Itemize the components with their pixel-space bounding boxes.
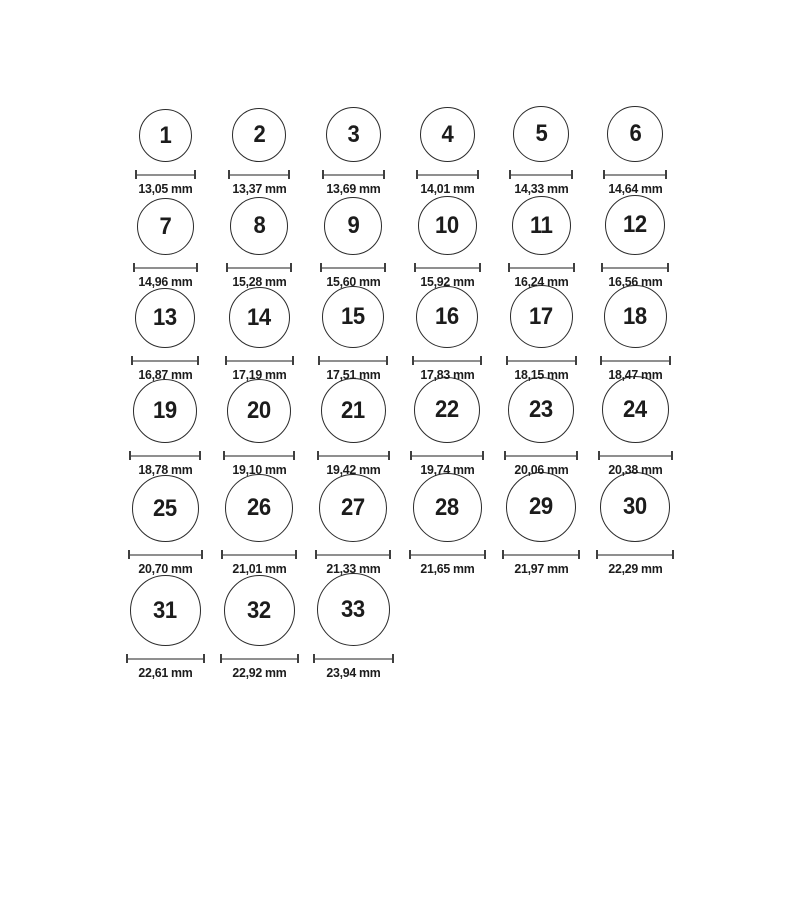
ring-circle bbox=[607, 106, 663, 162]
diameter-label: 13,37 mm bbox=[231, 181, 287, 196]
ring-size-number: 18 bbox=[623, 302, 647, 330]
ring-size-grid bbox=[118, 103, 682, 680]
ring-size-number: 4 bbox=[441, 120, 453, 148]
ring-circle bbox=[418, 196, 477, 255]
diameter-label: 21,33 mm bbox=[325, 561, 381, 576]
diameter-measure-line bbox=[603, 170, 667, 179]
diameter-measure-line bbox=[318, 356, 388, 365]
ring-size-number: 9 bbox=[347, 212, 359, 239]
measure-bar bbox=[511, 174, 571, 176]
ring-size-cell bbox=[135, 103, 196, 196]
ring-size-cell bbox=[596, 477, 674, 576]
ring-circle bbox=[321, 378, 386, 443]
ring-circle bbox=[229, 287, 290, 348]
measure-bar bbox=[324, 174, 383, 176]
diameter-measure-line bbox=[317, 451, 390, 460]
measure-bar bbox=[414, 360, 480, 362]
diameter-measure-line bbox=[509, 170, 573, 179]
diameter-measure-line bbox=[504, 451, 578, 460]
ring-size-cell bbox=[225, 289, 294, 382]
ring-circle bbox=[602, 376, 669, 443]
measure-bar bbox=[320, 360, 386, 362]
ring-circle bbox=[225, 474, 293, 542]
ring-circle bbox=[137, 198, 194, 255]
ring-size-cell bbox=[221, 477, 297, 576]
measure-bar bbox=[411, 554, 484, 556]
ring-size-number: 2 bbox=[253, 121, 265, 148]
measure-bar bbox=[230, 174, 288, 176]
ring-size-cell bbox=[504, 382, 578, 477]
ring-size-cell bbox=[126, 576, 205, 680]
ring-size-number: 5 bbox=[535, 120, 547, 147]
diameter-measure-line bbox=[601, 263, 669, 272]
ring-circle bbox=[319, 474, 387, 542]
measure-bar bbox=[510, 267, 573, 269]
diameter-label: 21,01 mm bbox=[231, 561, 287, 576]
measure-bar bbox=[128, 658, 203, 660]
diameter-measure-line bbox=[600, 356, 671, 365]
diameter-measure-line bbox=[313, 654, 394, 663]
diameter-label: 15,92 mm bbox=[419, 274, 475, 289]
ring-size-cell bbox=[508, 196, 575, 289]
diameter-label: 17,19 mm bbox=[231, 367, 287, 382]
ring-size-number: 19 bbox=[153, 397, 177, 424]
ring-size-number: 6 bbox=[629, 120, 641, 147]
ring-size-cell bbox=[320, 196, 386, 289]
diameter-label: 16,24 mm bbox=[513, 274, 569, 289]
diameter-label: 17,83 mm bbox=[419, 367, 475, 382]
ring-size-number: 29 bbox=[529, 493, 553, 520]
ring-size-number: 10 bbox=[435, 211, 459, 239]
ring-size-cell bbox=[502, 477, 580, 576]
ring-circle bbox=[132, 475, 199, 542]
diameter-measure-line bbox=[128, 550, 203, 559]
diameter-measure-line bbox=[410, 451, 484, 460]
measure-bar bbox=[137, 174, 194, 176]
diameter-label: 18,78 mm bbox=[137, 462, 193, 477]
diameter-label: 13,05 mm bbox=[137, 181, 193, 196]
measure-bar bbox=[135, 267, 196, 269]
diameter-label: 23,94 mm bbox=[325, 665, 381, 680]
ring-circle bbox=[512, 196, 571, 255]
ring-size-cell bbox=[223, 382, 295, 477]
ring-size-number: 25 bbox=[153, 494, 177, 522]
diameter-label: 19,42 mm bbox=[325, 462, 381, 477]
measure-bar bbox=[227, 360, 292, 362]
ring-size-number: 28 bbox=[435, 493, 459, 521]
diameter-label: 21,65 mm bbox=[419, 561, 475, 576]
measure-bar bbox=[223, 554, 295, 556]
diameter-measure-line bbox=[315, 550, 391, 559]
ring-size-number: 8 bbox=[253, 212, 265, 239]
ring-circle bbox=[139, 109, 192, 162]
measure-bar bbox=[131, 455, 199, 457]
measure-bar bbox=[602, 360, 669, 362]
measure-bar bbox=[506, 455, 576, 457]
diameter-label: 21,97 mm bbox=[513, 561, 569, 576]
ring-size-number: 16 bbox=[435, 303, 459, 330]
diameter-measure-line bbox=[129, 451, 201, 460]
ring-size-number: 17 bbox=[529, 302, 553, 330]
ring-size-number: 33 bbox=[341, 595, 365, 623]
diameter-label: 22,29 mm bbox=[607, 561, 663, 576]
ring-size-cell bbox=[600, 289, 671, 382]
diameter-measure-line bbox=[414, 263, 481, 272]
ring-size-cell bbox=[416, 103, 479, 196]
ring-size-number: 21 bbox=[341, 396, 365, 424]
ring-circle bbox=[413, 473, 482, 542]
ring-circle bbox=[604, 285, 667, 348]
measure-bar bbox=[222, 658, 297, 660]
ring-size-cell bbox=[322, 103, 385, 196]
diameter-label: 18,15 mm bbox=[513, 367, 569, 382]
ring-size-cell bbox=[129, 382, 201, 477]
ring-size-cell bbox=[598, 382, 673, 477]
diameter-label: 14,64 mm bbox=[607, 181, 663, 196]
diameter-label: 15,28 mm bbox=[231, 274, 287, 289]
diameter-measure-line bbox=[322, 170, 385, 179]
ring-size-number: 13 bbox=[153, 304, 177, 331]
diameter-measure-line bbox=[220, 654, 299, 663]
measure-bar bbox=[598, 554, 672, 556]
measure-bar bbox=[130, 554, 201, 556]
ring-circle bbox=[416, 286, 478, 348]
ring-size-cell bbox=[601, 196, 669, 289]
diameter-measure-line bbox=[131, 356, 199, 365]
ring-size-number: 31 bbox=[153, 596, 177, 624]
diameter-label: 20,70 mm bbox=[137, 561, 193, 576]
measure-bar bbox=[228, 267, 290, 269]
measure-bar bbox=[319, 455, 388, 457]
diameter-measure-line bbox=[228, 170, 290, 179]
measure-bar bbox=[603, 267, 667, 269]
ring-size-cell bbox=[509, 103, 573, 196]
measure-bar bbox=[605, 174, 665, 176]
ring-size-cell bbox=[220, 576, 299, 680]
diameter-label: 13,69 mm bbox=[325, 181, 381, 196]
measure-bar bbox=[317, 554, 389, 556]
ring-size-number: 14 bbox=[247, 303, 271, 331]
diameter-label: 19,74 mm bbox=[419, 462, 475, 477]
diameter-label: 14,01 mm bbox=[419, 181, 475, 196]
ring-size-number: 20 bbox=[247, 397, 271, 424]
ring-size-number: 15 bbox=[341, 303, 365, 330]
ring-size-cell bbox=[603, 103, 667, 196]
ring-size-cell bbox=[228, 103, 290, 196]
ring-size-number: 23 bbox=[529, 396, 553, 423]
measure-bar bbox=[133, 360, 197, 362]
diameter-measure-line bbox=[596, 550, 674, 559]
ring-size-cell bbox=[128, 477, 203, 576]
diameter-measure-line bbox=[225, 356, 294, 365]
ring-size-number: 24 bbox=[623, 395, 647, 423]
ring-circle bbox=[324, 197, 382, 255]
diameter-label: 18,47 mm bbox=[607, 367, 663, 382]
ring-size-cell bbox=[317, 382, 390, 477]
measure-bar bbox=[418, 174, 477, 176]
diameter-measure-line bbox=[135, 170, 196, 179]
diameter-label: 16,56 mm bbox=[607, 274, 663, 289]
ring-circle bbox=[230, 197, 288, 255]
ring-circle bbox=[513, 106, 569, 162]
ring-circle bbox=[605, 195, 665, 255]
ring-circle bbox=[508, 377, 574, 443]
ring-circle bbox=[224, 575, 295, 646]
diameter-label: 14,96 mm bbox=[137, 274, 193, 289]
ring-circle bbox=[322, 286, 384, 348]
ring-size-number: 3 bbox=[347, 120, 359, 148]
ring-circle bbox=[133, 379, 197, 443]
diameter-measure-line bbox=[133, 263, 198, 272]
ring-size-number: 22 bbox=[435, 396, 459, 423]
ring-size-cell bbox=[131, 289, 199, 382]
diameter-measure-line bbox=[502, 550, 580, 559]
diameter-measure-line bbox=[506, 356, 577, 365]
ring-size-number: 26 bbox=[247, 494, 271, 521]
ring-size-cell bbox=[506, 289, 577, 382]
measure-bar bbox=[315, 658, 392, 660]
ring-circle bbox=[232, 108, 286, 162]
ring-size-cell bbox=[412, 289, 482, 382]
diameter-label: 20,06 mm bbox=[513, 462, 569, 477]
ring-circle bbox=[414, 377, 480, 443]
ring-circle bbox=[135, 288, 195, 348]
diameter-measure-line bbox=[508, 263, 575, 272]
measure-bar bbox=[416, 267, 479, 269]
ring-size-number: 11 bbox=[529, 211, 553, 239]
ring-circle bbox=[326, 107, 381, 162]
diameter-measure-line bbox=[221, 550, 297, 559]
ring-circle bbox=[130, 575, 201, 646]
diameter-measure-line bbox=[598, 451, 673, 460]
ring-circle bbox=[420, 107, 475, 162]
diameter-label: 17,51 mm bbox=[325, 367, 381, 382]
diameter-label: 22,92 mm bbox=[231, 665, 287, 680]
ring-circle bbox=[510, 285, 573, 348]
ring-size-cell bbox=[410, 382, 484, 477]
ring-circle bbox=[317, 573, 390, 646]
diameter-measure-line bbox=[320, 263, 386, 272]
ring-size-number: 32 bbox=[247, 596, 271, 624]
ring-size-cell bbox=[409, 477, 486, 576]
diameter-measure-line bbox=[416, 170, 479, 179]
ring-size-cell bbox=[318, 289, 388, 382]
ring-size-cell bbox=[315, 477, 391, 576]
ring-size-number: 1 bbox=[159, 121, 171, 149]
ring-size-number: 27 bbox=[341, 494, 365, 521]
measure-bar bbox=[508, 360, 575, 362]
measure-bar bbox=[600, 455, 671, 457]
diameter-label: 22,61 mm bbox=[137, 665, 193, 680]
ring-circle bbox=[227, 379, 291, 443]
ring-circle bbox=[506, 472, 576, 542]
ring-size-cell bbox=[133, 196, 198, 289]
diameter-measure-line bbox=[409, 550, 486, 559]
ring-circle bbox=[600, 472, 670, 542]
ring-size-number: 7 bbox=[159, 212, 171, 240]
diameter-measure-line bbox=[412, 356, 482, 365]
ring-size-cell bbox=[226, 196, 292, 289]
diameter-label: 15,60 mm bbox=[325, 274, 381, 289]
diameter-label: 14,33 mm bbox=[513, 181, 569, 196]
measure-bar bbox=[412, 455, 482, 457]
ring-size-cell bbox=[313, 576, 394, 680]
measure-bar bbox=[225, 455, 293, 457]
diameter-measure-line bbox=[226, 263, 292, 272]
ring-size-number: 30 bbox=[623, 493, 647, 520]
measure-bar bbox=[504, 554, 578, 556]
diameter-label: 16,87 mm bbox=[137, 367, 193, 382]
ring-size-cell bbox=[414, 196, 481, 289]
diameter-label: 19,10 mm bbox=[231, 462, 287, 477]
ring-size-number: 12 bbox=[623, 211, 647, 238]
measure-bar bbox=[322, 267, 384, 269]
diameter-measure-line bbox=[126, 654, 205, 663]
diameter-measure-line bbox=[223, 451, 295, 460]
diameter-label: 20,38 mm bbox=[607, 462, 663, 477]
